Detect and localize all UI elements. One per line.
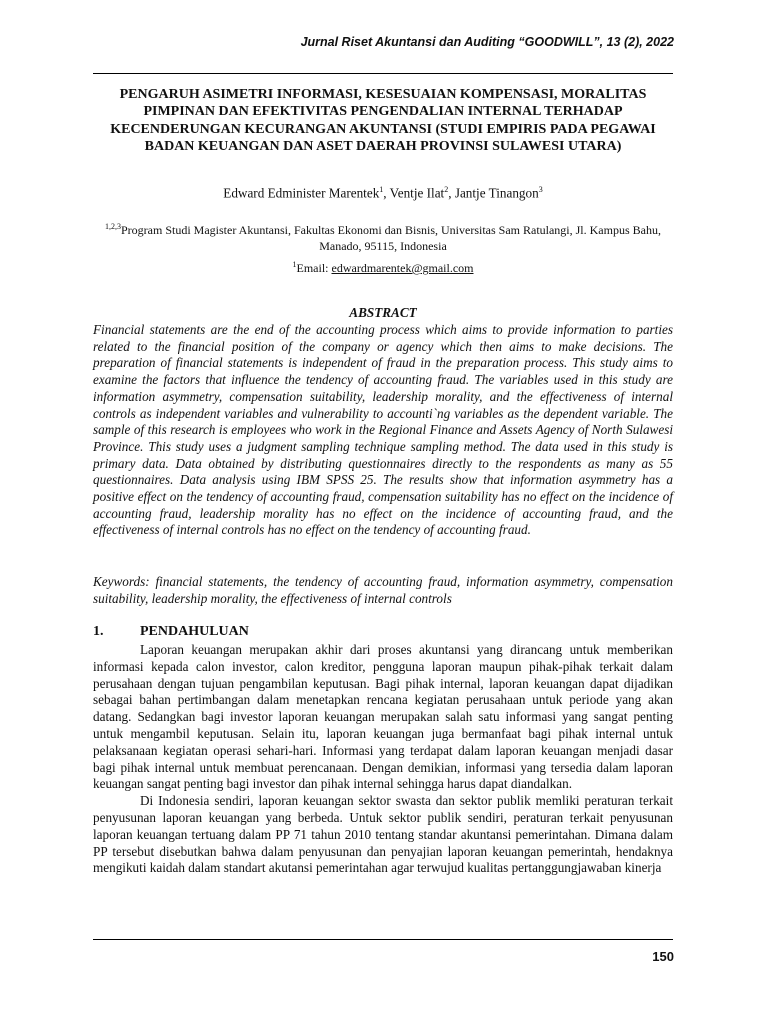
author-sup: 1 bbox=[379, 185, 384, 194]
author-sup: 2 bbox=[444, 185, 449, 194]
email-link[interactable]: edwardmarentek@gmail.com bbox=[331, 261, 474, 275]
author-name: Edward Edminister Marentek bbox=[223, 185, 380, 201]
abstract-heading: ABSTRACT bbox=[349, 305, 417, 320]
section-title: PENDAHULUAN bbox=[140, 624, 249, 639]
abstract-text: Financial statements are the end of the accounting process which aims to provide information to parties related to the financial position of the company or agency which then aims to make decisions. The preparation of financial statements is independent of fraud in the preparation process. This study aims to examine the factors that influence the tendency of accounting fraud. The variables used in this study are information asymmetry, compensation suitability, leadership morality, and the effectiveness of internal controls as independent variables and vulnerability to accounti`ng variables as the dependent variable. The sample of this research is employees who work in the Regional Finance and Assets Agency of North Sulawesi Province. This study uses a judgment sampling technique sampling method. The data used in this study is primary data. Data obtained by distributing questionnaires directly to the respondents as many as 55 questionnaires. Data analysis using IBM SPSS 25. The results show that information asymmetry has a positive effect on the tendency of accounting fraud, compensation suitability has no effect on the incidence of accounting fraud, leadership morality has no effect on the incidence of accounting fraud, and the effectiveness of internal controls has no effect on the tendency of accounting fraud. bbox=[93, 322, 673, 538]
author-name: Ventje Ilat bbox=[389, 185, 445, 201]
section-body bbox=[93, 642, 673, 877]
section-heading bbox=[93, 624, 673, 640]
body-paragraph: Di Indonesia sendiri, laporan keuangan sektor swasta dan sektor publik memliki peraturan terkait penyusunan laporan keuangan yang berbeda. Untuk sektor publik sendiri, peraturan terkait penyusunan laporan keuangan tertuang dalam PP 71 tahun 2010 tentang standar akuntansi pemerintahan. Dimana dalam PP tersebut disebutkan bahwa dalam penyusunan dan penyajian laporan keuangan pemerintah, hendaknya mengikuti kaidah dalam standart akutansi pemerintahan agar terwujud kualitas pertanggungjawaban kinerja bbox=[93, 793, 673, 876]
email-line bbox=[93, 260, 673, 276]
header-rule bbox=[93, 73, 673, 74]
footer-rule bbox=[93, 939, 673, 940]
author-name: Jantje Tinangon bbox=[454, 185, 539, 201]
affiliation bbox=[93, 219, 673, 254]
paper-title: PENGARUH ASIMETRI INFORMASI, KESESUAIAN KOMPENSASI, MORALITAS PIMPINAN DAN EFEKTIVITAS PENGENDALIAN INTERNAL TERHADAP KECENDERUNGAN KECURANGAN AKUNTANSI (STUDI EMPIRIS PADA PEGAWAI BADAN KEUANGAN DAN ASET DAERAH PROVINSI SULAWESI UTARA) bbox=[110, 87, 656, 154]
author-sup: 3 bbox=[538, 185, 543, 194]
email-sup: 1 bbox=[292, 260, 297, 269]
section-number: 1. bbox=[93, 624, 104, 639]
affiliation-text: Program Studi Magister Akuntansi, Fakultas Ekonomi dan Bisnis, Universitas Sam Ratulangi, Jl. Kampus Bahu, Manado, 95115, Indonesia bbox=[121, 223, 661, 253]
body-paragraph: Laporan keuangan merupakan akhir dari proses akuntansi yang dirancang untuk memberikan informasi kepada calon investor, calon kreditor, pengguna laporan maupun pihak-pihak terkait dalam perusahaan dengan tujuan pengambilan keputusan. Bagi pihak internal, laporan keuangan dapat dijadikan sebagai bahan pertimbangan dalam menetapkan rencana kegiatan perusahaan untuk periode yang akan datang. Sedangkan bagi investor laporan keuangan merupakan salah satu informasi yang sangat penting untuk mengambil keputusan. Selain itu, laporan keuangan juga bermanfaat bagi pihak internal untuk pelaksanaan kegiatan operasi sehari-hari. Informasi yang terdapat dalam laporan keuangan menjadi dasar bagi pihak internal untuk membuat perencanaan. Dengan demikian, informasi yang tersedia dalam laporan keuangan sangat penting bagi investor dan pihak internal sehingga harus dapat diandalkan. bbox=[93, 642, 673, 792]
journal-header: Jurnal Riset Akuntansi dan Auditing “GOODWILL”, 13 (2), 2022 bbox=[300, 35, 674, 49]
keywords: Keywords: financial statements, the tendency of accounting fraud, information asymmetry, compensation suitability, leadership morality, the effectiveness of internal controls bbox=[93, 574, 673, 606]
affiliation-sup: 1,2,3 bbox=[105, 222, 121, 231]
page-number: 150 bbox=[652, 949, 674, 964]
author-list: Edward Edminister Marentek$^1$, Ventje Ilat$^2$, Jantje Tinangon$^3$ bbox=[223, 185, 543, 201]
email-label: Email: bbox=[296, 261, 332, 275]
